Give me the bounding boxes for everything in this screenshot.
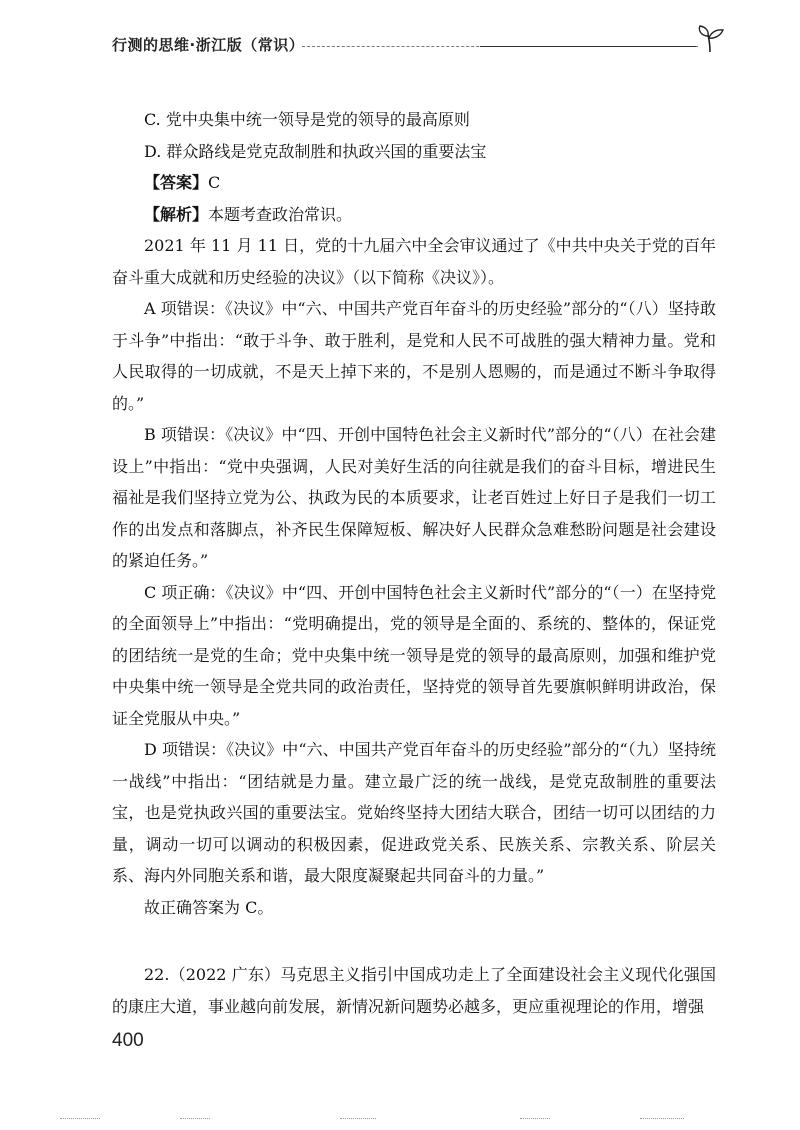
analysis-label: 【解析】	[144, 204, 209, 224]
header-solid-rule	[480, 46, 696, 47]
page-body	[112, 104, 716, 1022]
next-question: 22.（2022 广东）马克思主义指引中国成功走上了全面建设社会主义现代化强国的康庄大道，事业越向前发展，新情况新问题势必越多，更应重视理论的作用，增强	[112, 965, 716, 1016]
answer-value: C	[208, 173, 221, 192]
option-c: C. 党中央集中统一领导是党的领导的最高原则	[144, 110, 470, 129]
conclusion-line: 故正确答案为 C。	[144, 897, 274, 917]
option-d: D. 群众路线是党克敌制胜和执政兴国的重要法宝	[144, 141, 487, 161]
analysis-paragraph: C 项正确：《决议》中“四、开创中国特色社会主义新时代”部分的“（一）在坚持党的全面领导上”中指出：“党明确提出，党的领导是全面的、系统的、整体的，保证党的团结统一是党的生命；党中央集中统一领导是党的领导的最高原则，加强和维护党中央集中统一领导是全党共同的政治责任，坚持党的领导首先要旗帜鲜明讲政治，保证全党服从中央。”	[112, 582, 716, 728]
analysis-intro: 本题考查政治常识。	[208, 204, 353, 224]
answer-label: 【答案】	[144, 173, 209, 192]
scan-edge-marks	[40, 1118, 760, 1124]
header-title: 行测的思维·浙江版（常识）	[112, 36, 305, 54]
analysis-paragraph: 2021 年 11 月 11 日，党的十九届六中全会审议通过了《中共中央关于党的百年奋斗重大成就和历史经验的决议》（以下简称《决议》）。	[112, 236, 716, 287]
analysis-line	[112, 199, 716, 231]
running-header	[80, 30, 720, 58]
analysis-paragraph: B 项错误：《决议》中“四、开创中国特色社会主义新时代”部分的“（八）在社会建设上”中指出：“党中央强调，人民对美好生活的向往就是我们的奋斗目标，增进民生福祉是我们坚持立党为公、执政为民的本质要求，让老百姓过上好日子是我们一切工作的出发点和落脚点，补齐民生保障短板、解决好人民群众急难愁盼问题是社会建设的紧迫任务。”	[112, 425, 716, 570]
sprout-icon	[696, 24, 726, 54]
analysis-paragraph: A 项错误：《决议》中“六、中国共产党百年奋斗的历史经验”部分的“（八）坚持敢于斗争”中指出：“敢于斗争、敢于胜利，是党和人民不可战胜的强大精神力量。党和人民取得的一切成就，不是天上掉下来的，不是别人恩赐的，而是通过不断斗争取得的。”	[112, 299, 716, 413]
page-number: 400	[112, 1030, 144, 1051]
analysis-paragraph: D 项错误：《决议》中“六、中国共产党百年奋斗的历史经验”部分的“（九）坚持统一战线”中指出：“团结就是力量。建立最广泛的统一战线，是党克敌制胜的重要法宝，也是党执政兴国的重要法宝。党始终坚持大团结大联合，团结一切可以团结的力量，调动一切可以调动的积极因素，促进政党关系、民族关系、宗教关系、阶层关系、海内外同胞关系和谐，最大限度凝聚起共同奋斗的力量。”	[112, 740, 716, 885]
answer-line	[112, 167, 716, 199]
